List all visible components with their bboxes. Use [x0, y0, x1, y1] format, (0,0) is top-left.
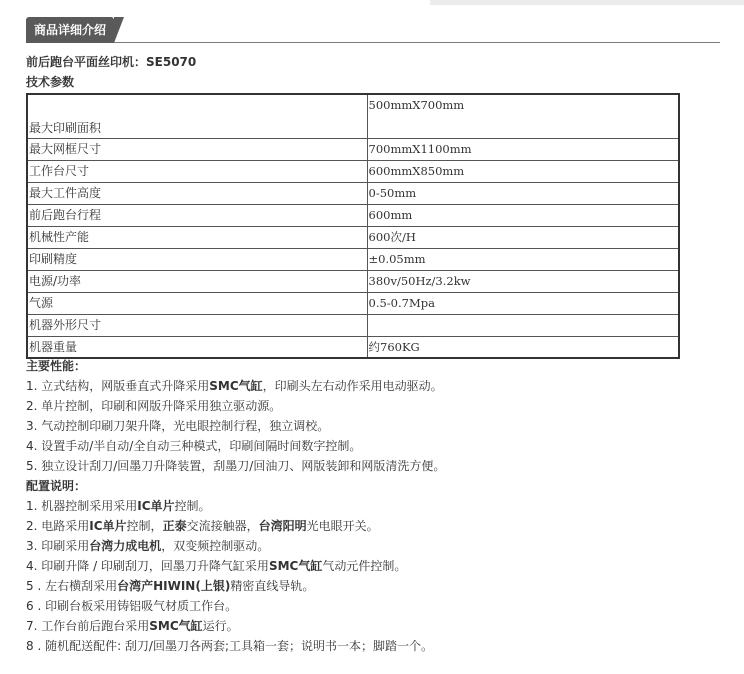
list-item	[26, 496, 726, 516]
list-item-emphasis: IC单片	[137, 499, 175, 513]
spec-value: 0-50mm	[367, 182, 679, 204]
spec-row	[27, 94, 679, 138]
list-item-text: 2. 电路采用	[26, 519, 90, 533]
spec-row	[27, 204, 679, 226]
list-item-text: 8 . 随机配送配件: 刮刀/回墨刀各两套;工具箱一套；说明书一本；脚踏一个。	[26, 639, 434, 653]
spec-row	[27, 182, 679, 204]
spec-key: 最大网框尺寸	[27, 138, 367, 160]
list-item-emphasis: 台湾产HIWIN(上银)	[117, 579, 231, 593]
spec-row	[27, 314, 679, 336]
list-item-text: 6 . 印刷台板采用铸铝吸气材质工作台。	[26, 599, 238, 613]
spec-row	[27, 138, 679, 160]
spec-row	[27, 336, 679, 358]
list-item-text: 气动元件控制。	[322, 559, 407, 573]
spec-key: 机械性产能	[27, 226, 367, 248]
spec-key: 机器重量	[27, 336, 367, 358]
list-item-text: 运行。	[202, 619, 239, 633]
spec-value: 700mmX1100mm	[367, 138, 679, 160]
list-item	[26, 456, 726, 476]
list-item-text: 5 . 左右横刮采用	[26, 579, 118, 593]
list-item-text: 1. 立式结构，网版垂直式升降采用	[26, 379, 210, 393]
spec-value: ±0.05mm	[367, 248, 679, 270]
spec-key: 前后跑台行程	[27, 204, 367, 226]
spec-key: 最大印刷面积	[27, 94, 367, 138]
top-decorative-bar	[430, 0, 744, 5]
list-item-text: 4. 印刷升降 / 印刷刮刀，回墨刀升降气缸采用	[26, 559, 269, 573]
spec-value: 380v/50Hz/3.2kw	[367, 270, 679, 292]
list-item	[26, 576, 726, 596]
list-item	[26, 436, 726, 456]
spec-value: 600次/H	[367, 226, 679, 248]
spec-value: 600mm	[367, 204, 679, 226]
spec-key: 机器外形尺寸	[27, 314, 367, 336]
tab-product-details[interactable]: 商品详细介绍	[26, 17, 114, 43]
list-item-text: 精密直线导轨。	[230, 579, 315, 593]
list-item-text: 光电眼开关。	[306, 519, 379, 533]
list-item-emphasis: 正泰	[162, 519, 187, 533]
config-section-title: 配置说明：	[26, 479, 87, 493]
performance-section-title: 主要性能：	[26, 359, 87, 373]
list-item	[26, 596, 726, 616]
spec-key: 最大工件高度	[27, 182, 367, 204]
list-item-emphasis: SMC气缸	[268, 559, 323, 573]
spec-row	[27, 248, 679, 270]
config-list	[26, 496, 726, 656]
performance-list	[26, 376, 726, 476]
list-item-emphasis: SMC气缸	[149, 619, 203, 633]
list-item-emphasis: 台湾力成电机	[89, 539, 162, 553]
list-item-emphasis: IC单片	[89, 519, 127, 533]
list-item	[26, 536, 726, 556]
list-item-emphasis: SMC气缸	[209, 379, 263, 393]
list-item	[26, 616, 726, 636]
spec-value: 0.5-0.7Mpa	[367, 292, 679, 314]
list-item	[26, 376, 726, 396]
list-item-text: 3. 气动控制印刷刀架升降，光电眼控制行程，独立调校。	[26, 419, 330, 433]
spec-value: 500mmX700mm	[367, 94, 679, 138]
spec-row	[27, 226, 679, 248]
spec-value: 600mmX850mm	[367, 160, 679, 182]
list-item-text: 控制。	[174, 499, 211, 513]
list-item-text: 交流接触器，	[186, 519, 259, 533]
list-item	[26, 516, 726, 536]
list-item-emphasis: 台湾阳明	[258, 519, 307, 533]
list-item-text: 3. 印刷采用	[26, 539, 90, 553]
list-item-text: 5. 独立设计刮刀/回墨刀升降装置，刮墨刀/回油刀、网版装卸和网版清洗方便。	[26, 459, 446, 473]
specs-section-title: 技术参数	[26, 75, 75, 89]
spec-key: 工作台尺寸	[27, 160, 367, 182]
spec-value: 约760KG	[367, 336, 679, 358]
spec-row	[27, 292, 679, 314]
list-item	[26, 396, 726, 416]
list-item-text: ，双变频控制驱动。	[161, 539, 270, 553]
spec-row	[27, 270, 679, 292]
list-item	[26, 416, 726, 436]
list-item-text: ，印刷头左右动作采用电动驱动。	[262, 379, 443, 393]
list-item-text: 控制，	[126, 519, 163, 533]
spec-key: 气源	[27, 292, 367, 314]
specs-table	[26, 93, 680, 359]
list-item	[26, 556, 726, 576]
list-item-text: 2. 单片控制，印刷和网版升降采用独立驱动源。	[26, 399, 282, 413]
spec-value	[367, 314, 679, 336]
list-item-text: 4. 设置手动/半自动/全自动三种模式，印刷间隔时间数字控制。	[26, 439, 362, 453]
product-title: 前后跑台平面丝印机：SE5070	[26, 55, 197, 69]
spec-key: 电源/功率	[27, 270, 367, 292]
list-item-text: 1. 机器控制采用采用	[26, 499, 138, 513]
detail-tab-header	[26, 17, 720, 43]
list-item-text: 7. 工作台前后跑台采用	[26, 619, 150, 633]
list-item	[26, 636, 726, 656]
spec-key: 印刷精度	[27, 248, 367, 270]
spec-row	[27, 160, 679, 182]
